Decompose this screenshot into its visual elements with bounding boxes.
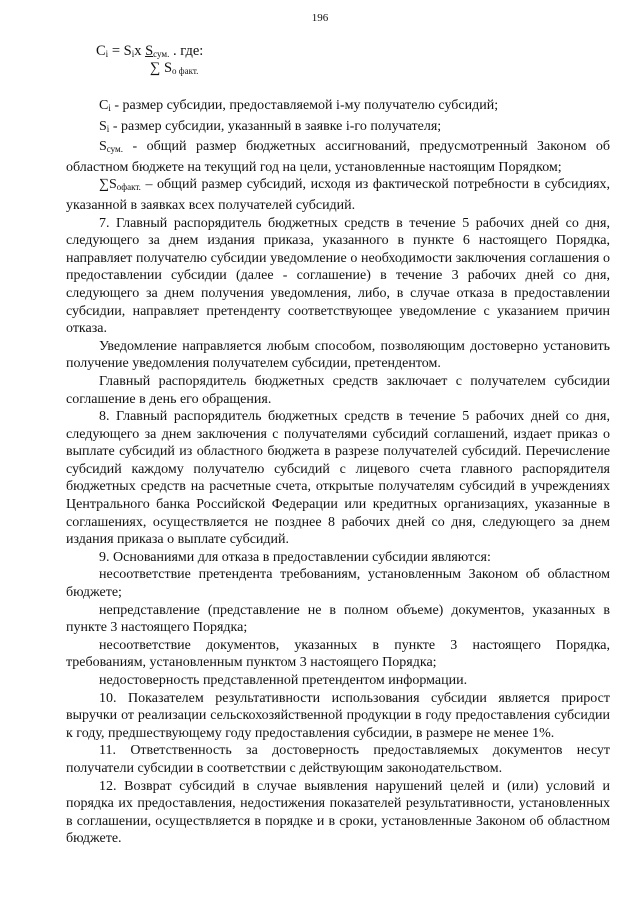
definition-ci: $C_i$ - размер субсидии, предоставляемой i-му получателю субсидий;	[99, 98, 499, 113]
document-body	[66, 97, 610, 848]
refusal-reason-2: непредставление (представление не в полном объеме) документов, указанных в пункте 3 настоящего Порядка;	[66, 602, 610, 636]
formula-denominator: ∑ $S_{о факт.}$	[150, 60, 199, 76]
refusal-reason-4: недостоверность представленной претендентом информации.	[99, 673, 468, 688]
definition-ssum: $S_{сум.}$ - общий размер бюджетных ассигнований, предусмотренный Законом об областном бюджете на текущий год на цели, установленные настоящим Порядком;	[66, 139, 611, 175]
page-number: 196	[311, 12, 329, 24]
subsidy-formula: $C_i = S_ix$ $S_{сум.}$ . где:	[96, 43, 204, 59]
paragraph-agreement: Главный распорядитель бюджетных средств заключает с получателем субсидии соглашение в день его обращения.	[66, 373, 610, 407]
paragraph-notification: Уведомление направляется любым способом, позволяющим достоверно установить получение уведомления получателем субсидии, претендентом.	[66, 338, 610, 372]
paragraph-9: 9. Основаниями для отказа в предоставлении субсидии являются:	[99, 549, 491, 565]
definition-si: $S_i$ - размер субсидии, указанный в заявке i-го получателя;	[99, 118, 442, 134]
refusal-reason-1: несоответствие претендента требованиям, установленным Законом об областном бюджете;	[66, 567, 610, 601]
definition-sfact: $\sum S_{офакт.}$ – общий размер субсидий, исходя из фактической потребности в субсидиях, указанной в заявках всех получателей субсидий.	[66, 177, 611, 213]
paragraph-7: 7. Главный распорядитель бюджетных средств в течение 5 рабочих дней со дня, следующего за днем издания приказа, указанного в пункте 6 настоящего Порядка, направляет получателю субсидии уведомление о необходимости заключения соглашения о предоставлении субсидии (далее - соглашение) в течение 3 рабочих дней со дня, следующего за днем получения уведомления, либо, в случае отказа в предоставлении субсидии, направляет претенденту соответствующее уведомление с указанием причин отказа.	[66, 215, 610, 337]
paragraph-8: 8. Главный распорядитель бюджетных средств в течение 5 рабочих дней со дня, следующего за днем заключения с получателями субсидий соглашений, издает приказ о выплате субсидий из областного бюджета в разрезе получателей субсидий. Перечисление субсидий каждому получателю субсидий с лицевого счета главного распорядителя бюджетных средств на расчетные счета, открытые получателям субсидий в учреждениях Центрального банка Российской Федерации или кредитных организациях, указанные в соглашениях, осуществляется не позднее 8 рабочих дней со дня, следующего за днем издания приказа о выплате субсидий.	[66, 409, 610, 548]
paragraph-11: 11. Ответственность за достоверность предоставляемых документов несут получатели субсидии в соответствии с действующим законодательством.	[66, 743, 610, 776]
paragraph-10: 10. Показателем результативности использования субсидии является прирост выручки от реализации сельскохозяйственной продукции в году предоставления субсидии к году, предшествующему году предоставления субсидии, в размере не менее 1%.	[66, 690, 610, 741]
paragraph-12: 12. Возврат субсидий в случае выявления нарушений целей и (или) условий и порядка их предоставления, недостижения показателей результативности, установленных в соглашении, осуществляется в порядке и в сроки, установленные Законом об областном бюджете.	[66, 778, 610, 847]
refusal-reason-3: несоответствие документов, указанных в пункте 3 настоящего Порядка, требованиям, установленным пунктом 3 настоящего Порядка;	[66, 637, 610, 671]
